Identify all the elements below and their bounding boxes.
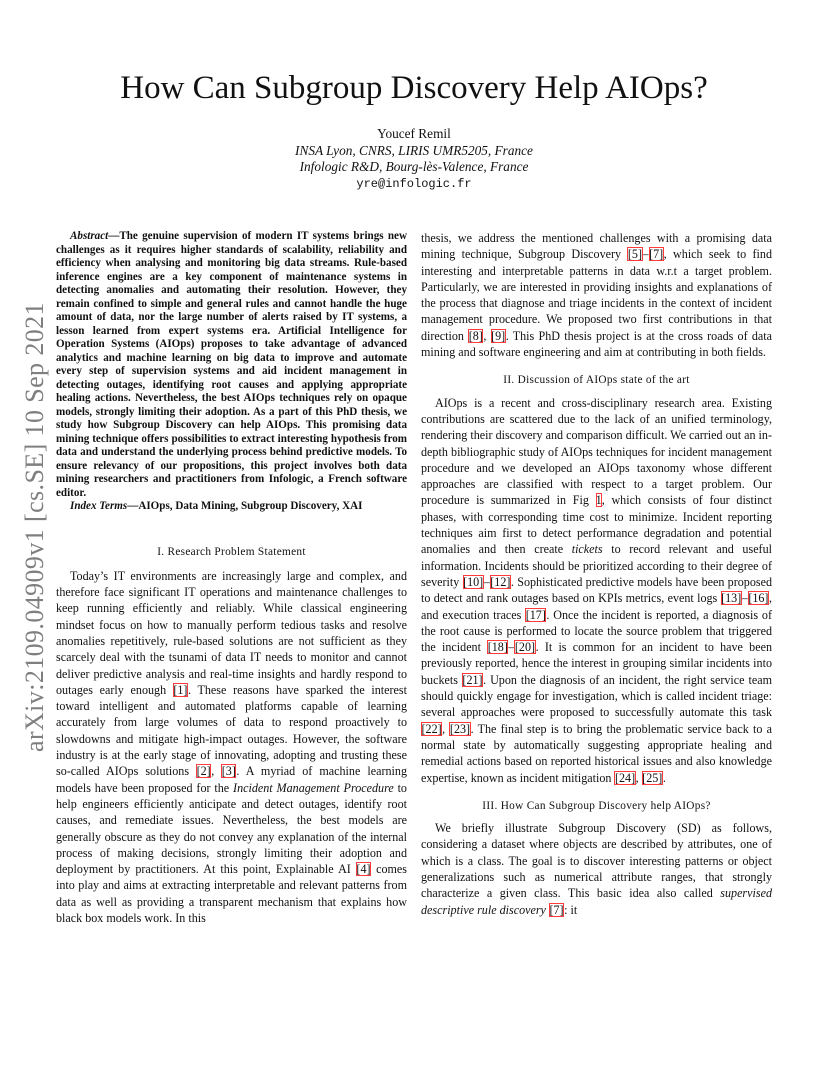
citation-link[interactable]: [3] (221, 764, 236, 779)
section-heading-3: III. How Can Subgroup Discovery help AIOps? (482, 799, 711, 812)
emphasis-text: tickets (571, 542, 603, 557)
citation-link[interactable]: [22] (421, 721, 442, 736)
citation-link[interactable]: [21] (462, 672, 483, 687)
arxiv-stamp: arXiv:2109.04909v1 [cs.SE] 10 Sep 2021 (20, 302, 49, 752)
section-1-continued: thesis, we address the mentioned challenges with a promising data mining technique, Subgroup Discovery [5]–[7], which seek to find interesting and interpretable patterns in data w.r.t a target problem. Particularly, we are interested in providing insights and explanations of the process that diagnose and triage incidents in the context of incident management procedure. We proposed two first contributions in that direction [8], [9]. This PhD thesis project is at the cross roads of data mining and software engineering and aim at contributing in both fields. (421, 231, 773, 360)
author-email[interactable]: yre@infologic.fr (356, 176, 472, 191)
index-terms-text: —AIOps, Data Mining, Subgroup Discovery, XAI (127, 500, 363, 512)
citation-link[interactable]: [10] (463, 574, 484, 589)
abstract-lead: Abstract (70, 230, 109, 242)
citation-link[interactable]: [18] (487, 640, 508, 655)
author-affiliation-1: INSA Lyon, CNRS, LIRIS UMR5205, France (295, 142, 533, 158)
index-terms-lead: Index Terms (70, 500, 128, 512)
section-1-paragraph: Today’s IT environments are increasingly large and complex, and therefore face significant IT operations and maintenance challenges to keep running efficiently and reliably. While classical engineering mindset focus on how to manually perform tedious tasks and resolve anomalies repetitively, rule-based solutions are not sufficient as they scarcely deal with the tsunami of data IT needs to monitor and cannot deliver predictive analysis and real-time insights and hardly respond to outages early enough [1]. These reasons have sparked the interest toward intelligent and automated platforms capable of learning accurately from large volumes of data to respond proactively to slowdowns and mitigate high-impact outages. However, the software industry is at the early stage of innovating, adopting and trusting these so-called AIOps solutions [2], [3]. A myriad of machine learning models have been proposed for the Incident Management Procedure to help engineers efficiently anticipate and detect outages, identify root causes, and remediate issues. Nevertheless, the best models are generally obscure as they do not convey any explanation of the internal process of making decisions, strongly limiting their adoption and deployment by practitioners. At this point, Explainable AI [4] comes into play and aims at extracting interpretable and relevant patterns from data as well as providing a transparent mechanism that explains how black box models work. In this (56, 568, 408, 926)
paper-title: How Can Subgroup Discovery Help AIOps? (120, 70, 708, 106)
citation-link[interactable]: [8] (468, 328, 483, 343)
citation-link[interactable]: [17] (525, 607, 546, 622)
citation-link[interactable]: [20] (514, 640, 536, 655)
citation-link[interactable]: [12] (490, 574, 511, 589)
author-block (0, 126, 828, 192)
citation-link[interactable]: [13] (721, 591, 742, 606)
emphasis-text: supervised descriptive rule discovery (421, 886, 772, 917)
left-column (56, 230, 407, 926)
citation-link[interactable]: [5] (627, 247, 643, 262)
emphasis-text: Incident Management Procedure (233, 780, 394, 795)
section-heading-2: II. Discussion of AIOps state of the art (503, 374, 690, 387)
citation-link[interactable]: [9] (491, 328, 506, 343)
abstract-text: —The genuine supervision of modern IT systems brings new challenges as it requires higher standards of scalability, reliability and efficiency when analysing and monitoring big data streams. Rule-based inference engines are a key component of maintenance systems in detecting anomalies and automating their resolution. However, they remain confined to simple and general rules and cannot handle the huge amount of data, nor the large number of alerts raised by IT systems, a lesson learned from expert systems era. Artificial Intelligence for Operation Systems (AIOps) proposes to take advantage of advanced analytics and machine learning on big data to improve and automate every step of supervision systems and aid incident management in detecting outages, identifying root causes and applying appropriate healing actions. Nevertheless, the best AIOps techniques rely on opaque models, strongly limiting their adoption. As a part of this PhD thesis, we study how Subgroup Discovery can help AIOps. This promising data mining technique offers possibilities to extract interesting hypothesis from data and understand the underlying process behind predictive models. To ensure relevancy of our propositions, this project involves both data mining researchers and practitioners from Infologic, a French software editor. (56, 230, 407, 499)
citation-link[interactable]: [2] (196, 764, 211, 779)
section-3-paragraph: We briefly illustrate Subgroup Discovery (SD) as follows, considering a dataset where objects are described by attributes, one of which is a class. The goal is to discover interesting patterns or object generalizations such as numerical attribute ranges, that strongly characterize a given class. This basic idea also called supervised descriptive rule discovery [7]: it (421, 821, 772, 917)
section-heading-1: I. Research Problem Statement (157, 545, 306, 558)
citation-link[interactable]: [7] (549, 902, 564, 917)
citation-link[interactable]: [25] (642, 770, 663, 785)
citation-link[interactable]: [1] (173, 682, 188, 697)
abstract (56, 230, 407, 500)
section-2-paragraph: AIOps is a recent and cross-disciplinary research area. Existing contributions are scattered due to the lack of an unified terminology, rendering their discovery and comparison difficult. We carried out an in-depth bibliographic study of AIOps techniques for incident management procedure and we developed an AIOps taxonomy whose different approaches are classified with respect to a target problem. Our procedure is summarized in Fig 1, which consists of four distinct phases, with corresponding time cost to minimize. Incident reporting techniques aim first to detect performance degradation and potential anomalies and then create tickets to record relevant and useful information. Incidents should be prioritized according to their degree of severity [10]–[12]. Sophisticated predictive models have been proposed to detect and rank outages based on KPIs metrics, event logs [13]–[16], and execution traces [17]. Once the incident is reported, a diagnosis of the root cause is performed to locate the source problem that triggered the incident [18]–[20]. It is common for an incident to have been previously reported, hence the interest in grouping similar incidents into buckets [21]. Upon the diagnosis of an incident, the right service team should quickly engage for investigation, which is called incident triage: several approaches were proposed to successfully automate this task [22], [23]. The final step is to bring the problematic service back to a normal state by automatically suggesting appropriate healing and remedial actions based on reported historical issues and also knowledge expertise, known as incident mitigation [24], [25]. (421, 395, 773, 785)
citation-link[interactable]: [24] (614, 770, 636, 785)
author-name: Youcef Remil (377, 126, 451, 141)
citation-link[interactable]: [4] (356, 862, 371, 877)
citation-link[interactable]: [23] (449, 721, 471, 736)
figure-link[interactable]: 1 (595, 493, 602, 508)
index-terms (56, 500, 407, 514)
author-affiliation-2: Infologic R&D, Bourg-lès-Valence, France (299, 159, 529, 174)
citation-link[interactable]: [7] (649, 247, 664, 262)
right-column (421, 230, 772, 918)
citation-link[interactable]: [16] (748, 591, 769, 606)
